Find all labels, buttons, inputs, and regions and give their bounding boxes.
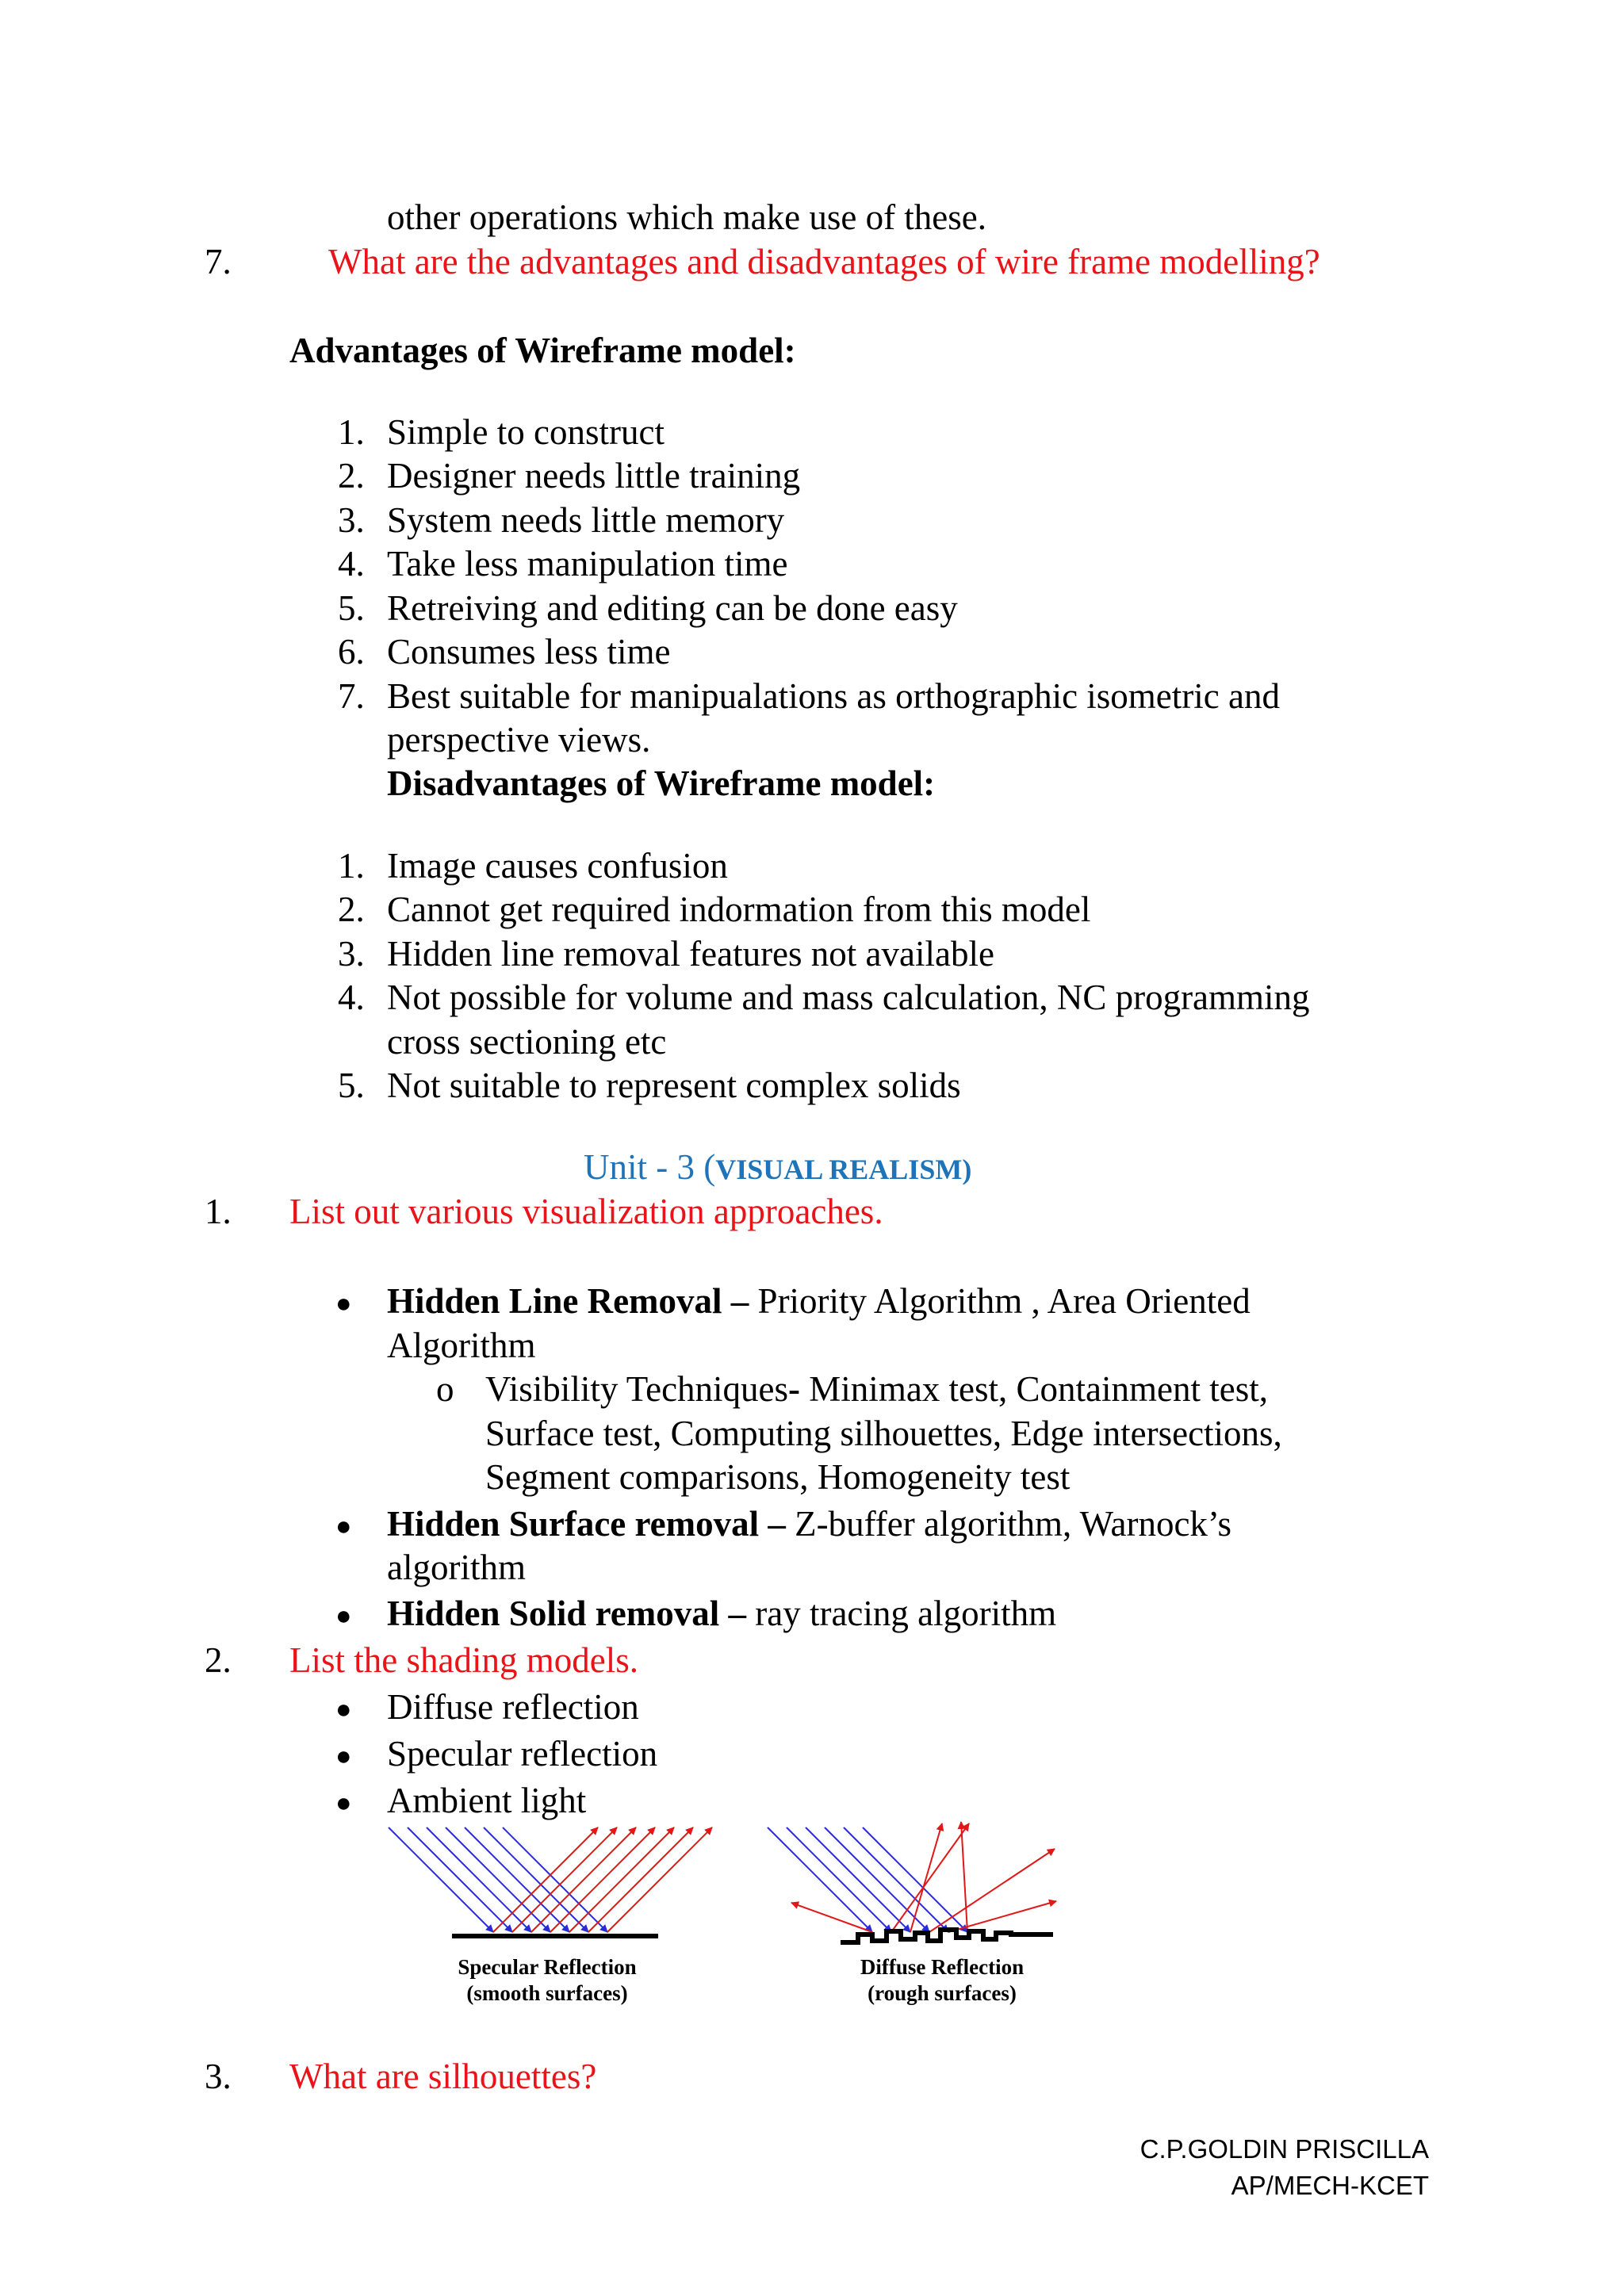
unit-heading	[584, 1147, 972, 1187]
list-number: 2.	[338, 456, 365, 496]
bullet-bold-term: Hidden Solid removal –	[387, 1594, 746, 1633]
sub-bullet-continuation: Surface test, Computing silhouettes, Edge intersections,	[485, 1414, 1282, 1453]
footer-affiliation: AP/MECH-KCET	[1231, 2171, 1429, 2200]
list-item: Image causes confusion	[387, 846, 728, 886]
bullet-bold-term: Hidden Line Removal –	[387, 1281, 749, 1321]
diffuse-caption-line1: Diffuse Reflection	[860, 1955, 1025, 1979]
list-item: System needs little memory	[387, 500, 785, 540]
bullet-icon: ●	[335, 1742, 352, 1771]
list-item: Cannot get required indormation from this model	[387, 890, 1091, 929]
bullet-bold-term: Hidden Surface removal –	[387, 1504, 786, 1544]
bullet-icon: ●	[335, 1789, 352, 1818]
u3-question-3-number: 3.	[205, 2057, 232, 2096]
bullet-continuation: algorithm	[387, 1548, 526, 1587]
list-number: 5.	[338, 1066, 365, 1105]
sub-bullet-continuation: Segment comparisons, Homogeneity test	[485, 1457, 1071, 1497]
list-number: 4.	[338, 978, 365, 1017]
u3-question-3-text: What are silhouettes?	[289, 2057, 597, 2096]
specular-incident-rays	[389, 1827, 607, 1932]
bullet-icon: ●	[335, 1601, 352, 1631]
list-number: 4.	[338, 544, 365, 584]
question-7-text: What are the advantages and disadvantages of wire frame modelling?	[328, 242, 1320, 281]
footer-author: C.P.GOLDIN PRISCILLA	[1139, 2134, 1429, 2164]
list-number: 2.	[338, 890, 365, 929]
bullet-hidden-surface	[387, 1506, 1231, 1542]
u3-question-1-number: 1.	[205, 1192, 232, 1231]
bullet-hidden-line	[387, 1281, 1251, 1321]
list-item: Not possible for volume and mass calculation, NC programming	[387, 978, 1310, 1017]
question-7-number: 7.	[205, 242, 232, 281]
u3-question-1-text: List out various visualization approaches.	[289, 1192, 883, 1231]
specular-caption-line1: Specular Reflection	[458, 1955, 637, 1979]
list-number: 3.	[338, 934, 365, 974]
list-item: Best suitable for manipualations as orthographic isometric and	[387, 676, 1280, 716]
specular-caption-line2: (smooth surfaces)	[466, 1981, 628, 2005]
diffuse-caption-line2: (rough surfaces)	[868, 1981, 1017, 2005]
disadvantages-heading: Disadvantages of Wireframe model:	[387, 763, 936, 803]
bullet-description: ray tracing algorithm	[746, 1594, 1057, 1633]
shading-item: Diffuse reflection	[387, 1687, 639, 1727]
u3-question-2-number: 2.	[205, 1640, 232, 1680]
bullet-icon: ●	[335, 1289, 352, 1318]
list-item: Consumes less time	[387, 632, 671, 672]
list-item: Retreiving and editing can be done easy	[387, 588, 958, 628]
shading-item: Ambient light	[387, 1781, 587, 1820]
bullet-continuation: Algorithm	[387, 1326, 536, 1365]
list-item-continuation: perspective views.	[387, 720, 651, 760]
continuation-text: other operations which make use of these.	[387, 197, 987, 237]
list-number: 3.	[338, 500, 365, 540]
sub-bullet-text: Minimax test, Containment test,	[800, 1369, 1268, 1409]
bullet-description: Priority Algorithm , Area Oriented	[749, 1281, 1251, 1321]
bullet-icon: ●	[335, 1695, 352, 1724]
sub-bullet-visibility	[485, 1369, 1268, 1409]
list-item: Not suitable to represent complex solids	[387, 1066, 961, 1105]
list-number: 1.	[338, 846, 365, 886]
list-item-continuation: cross sectioning etc	[387, 1022, 667, 1062]
list-number: 7.	[338, 676, 365, 716]
bullet-hidden-solid	[387, 1596, 1056, 1632]
unit-heading-title: VISUAL REALISM	[715, 1154, 963, 1185]
bullet-icon: ●	[335, 1512, 352, 1541]
advantages-heading: Advantages of Wireframe model:	[289, 331, 796, 370]
bullet-description: Z-buffer algorithm, Warnock’s	[785, 1504, 1231, 1544]
smooth-surface	[452, 1934, 658, 1938]
unit-heading-suffix: )	[962, 1154, 972, 1185]
sub-bullet-marker-icon: o	[436, 1369, 454, 1409]
sub-bullet-dash: -	[788, 1369, 801, 1409]
u3-question-2-text: List the shading models.	[289, 1640, 638, 1680]
reflection-figure	[373, 1816, 1086, 2022]
diffuse-reflection-diagram	[768, 1822, 1056, 2005]
list-item: Designer needs little training	[387, 456, 801, 496]
shading-item: Specular reflection	[387, 1734, 658, 1774]
list-item: Simple to construct	[387, 412, 665, 452]
list-item: Take less manipulation time	[387, 544, 788, 584]
list-number: 5.	[338, 588, 365, 628]
diffuse-incident-rays	[768, 1827, 967, 1932]
specular-reflection-diagram	[389, 1827, 712, 2005]
sub-bullet-lead: Visibility Techniques	[485, 1369, 789, 1409]
diffuse-reflected-rays	[791, 1822, 1056, 1932]
list-number: 6.	[338, 632, 365, 672]
unit-heading-prefix: Unit - 3 (	[584, 1147, 716, 1187]
list-number: 1.	[338, 412, 365, 452]
list-item: Hidden line removal features not available	[387, 934, 994, 974]
specular-reflected-rays	[493, 1827, 712, 1932]
